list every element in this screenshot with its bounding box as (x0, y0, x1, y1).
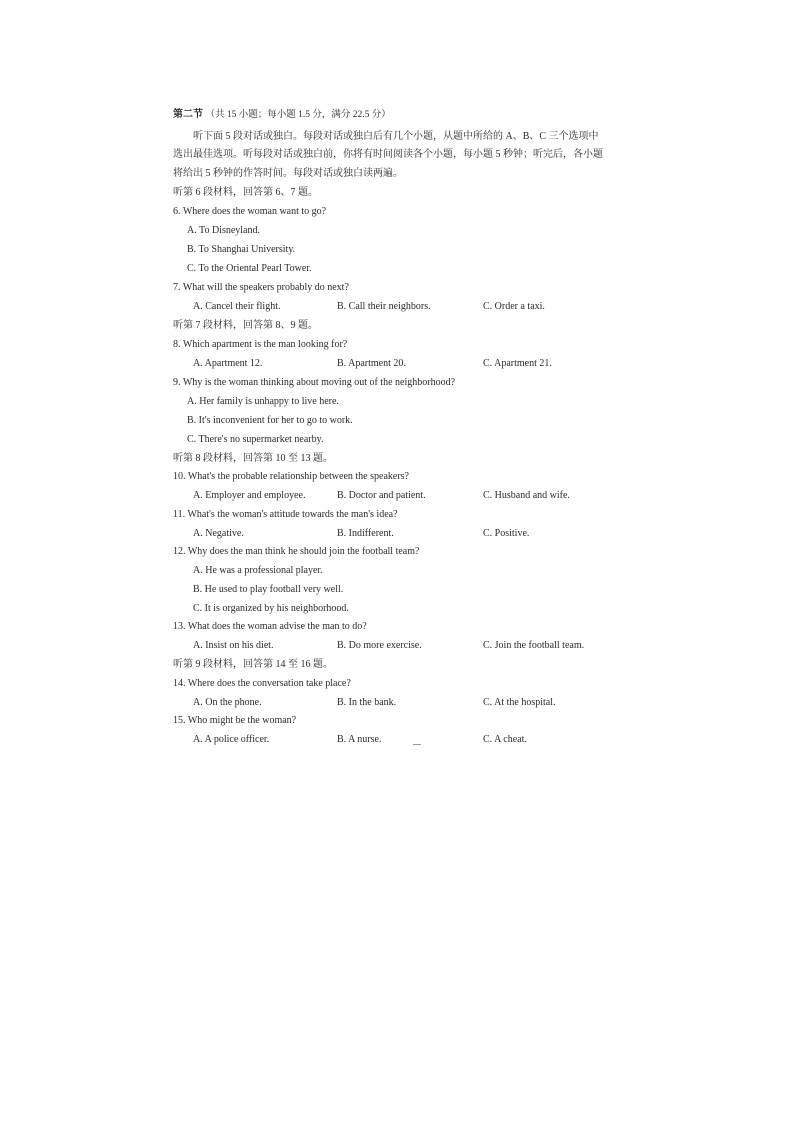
scan-mark (413, 744, 421, 745)
material-heading-8: 听第 8 段材料，回答第 10 至 13 题。 (173, 453, 333, 464)
question-15-stem: 15. Who might be the woman? (173, 715, 297, 726)
question-7-stem: 7. What will the speakers probably do next? (173, 282, 349, 293)
section-note: （共 15 小题；每小题 1.5 分，满分 22.5 分） (205, 110, 391, 120)
question-9-option-b: B. It's inconvenient for her to go to work. (187, 415, 353, 426)
question-8-option-b: B. Apartment 20. (337, 358, 406, 369)
question-14-options (193, 696, 613, 710)
question-8-option-a: A. Apartment 12. (193, 358, 263, 369)
question-15-option-b: B. A nurse. (337, 734, 382, 745)
question-14-stem: 14. Where does the conversation take place? (173, 678, 351, 689)
instruction-line-1: 听下面 5 段对话或独白。每段对话或独白后有几个小题，从题中所给的 A、B、C 三个选项中 (193, 131, 599, 142)
question-11-option-b: B. Indifferent. (337, 528, 394, 539)
question-11-options (193, 527, 613, 541)
instruction-line-2: 选出最佳选项。听每段对话或独白前，你将有时间阅读各个小题，每小题 5 秒钟；听完后，各小题 (173, 149, 603, 160)
question-13-option-c: C. Join the football team. (483, 640, 585, 651)
question-15-option-c: C. A cheat. (483, 734, 527, 745)
question-10-option-b: B. Doctor and patient. (337, 490, 426, 501)
question-6-option-a: A. To Disneyland. (187, 225, 260, 236)
section-title: 第二节 (173, 109, 203, 120)
question-13-option-a: A. Insist on his diet. (193, 640, 274, 651)
material-heading-9: 听第 9 段材料，回答第 14 至 16 题。 (173, 659, 333, 670)
question-7-option-b: B. Call their neighbors. (337, 301, 431, 312)
question-12-option-a: A. He was a professional player. (193, 565, 323, 576)
question-13-option-b: B. Do more exercise. (337, 640, 422, 651)
material-heading-7: 听第 7 段材料，回答第 8、9 题。 (173, 320, 318, 331)
question-14-option-b: B. In the bank. (337, 697, 397, 708)
question-11-option-a: A. Negative. (193, 528, 244, 539)
question-11-option-c: C. Positive. (483, 528, 530, 539)
question-13-options (193, 639, 613, 653)
question-12-option-c: C. It is organized by his neighborhood. (193, 603, 349, 614)
question-8-stem: 8. Which apartment is the man looking for? (173, 339, 348, 350)
section-header (173, 108, 391, 122)
question-12-option-b: B. He used to play football very well. (193, 584, 344, 595)
question-9-stem: 9. Why is the woman thinking about moving out of the neighborhood? (173, 377, 456, 388)
question-13-stem: 13. What does the woman advise the man to do? (173, 621, 367, 632)
instruction-line-3: 将给出 5 秒钟的作答时间。每段对话或独白读两遍。 (173, 168, 403, 179)
question-7-option-c: C. Order a taxi. (483, 301, 545, 312)
question-6-option-b: B. To Shanghai University. (187, 244, 296, 255)
question-15-options (193, 733, 613, 747)
question-15-option-a: A. A police officer. (193, 734, 270, 745)
question-14-option-c: C. At the hospital. (483, 697, 556, 708)
question-10-option-a: A. Employer and employee. (193, 490, 306, 501)
question-7-option-a: A. Cancel their flight. (193, 301, 281, 312)
question-6-option-c: C. To the Oriental Pearl Tower. (187, 263, 312, 274)
question-9-option-a: A. Her family is unhappy to live here. (187, 396, 339, 407)
question-8-option-c: C. Apartment 21. (483, 358, 552, 369)
question-10-stem: 10. What's the probable relationship between the speakers? (173, 471, 409, 482)
question-7-options (193, 300, 613, 314)
question-14-option-a: A. On the phone. (193, 697, 262, 708)
question-12-stem: 12. Why does the man think he should join the football team? (173, 546, 420, 557)
question-10-option-c: C. Husband and wife. (483, 490, 570, 501)
question-6-stem: 6. Where does the woman want to go? (173, 206, 327, 217)
question-9-option-c: C. There's no supermarket nearby. (187, 434, 324, 445)
question-11-stem: 11. What's the woman's attitude towards the man's idea? (173, 509, 398, 520)
question-8-options (193, 357, 613, 371)
question-10-options (193, 489, 613, 503)
material-heading-6: 听第 6 段材料，回答第 6、7 题。 (173, 187, 318, 198)
